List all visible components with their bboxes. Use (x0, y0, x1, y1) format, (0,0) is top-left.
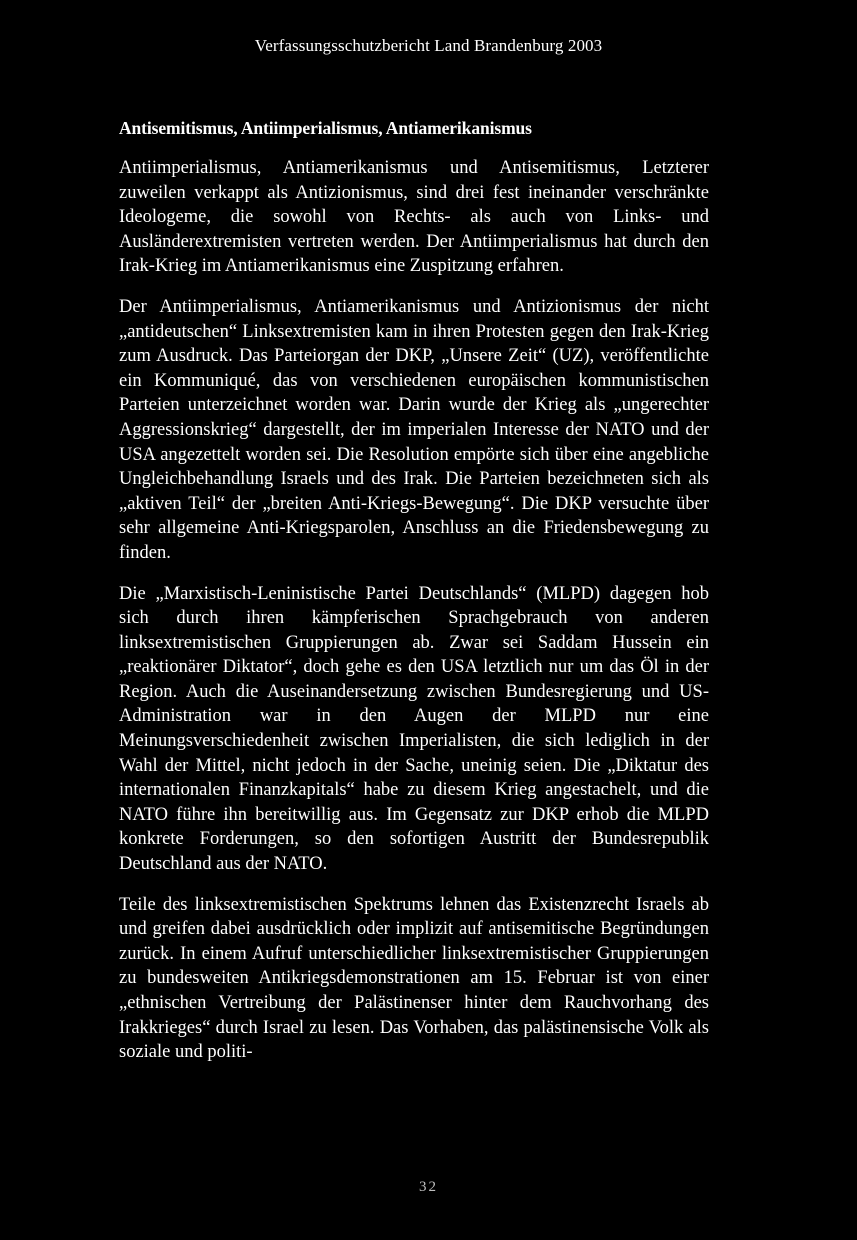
page-content (119, 118, 709, 1081)
paragraph-1: Antiimperialismus, Antiamerikanismus und Antisemitismus, Letzterer zuweilen verkappt als Antizionismus, sind drei fest ineinander verschränkte Ideologeme, die sowohl von Rechts- als auch von Links- und Ausländerextremisten vertreten werden. Der Antiimperialismus hat durch den Irak-Krieg im Antiamerikanismus eine Zuspitzung erfahren. (119, 158, 709, 277)
section-heading: Antisemitismus, Antiimperialismus, Antiamerikanismus (119, 118, 532, 138)
paragraph-2: Der Antiimperialismus, Antiamerikanismus und Antizionismus der nicht „antideutschen“ Linksextremisten kam in ihren Protesten gegen den Irak-Krieg zum Ausdruck. Das Parteiorgan der DKP, „Unsere Zeit“ (UZ), veröffentlichte ein Kommuniqué, das von verschiedenen europäischen kommunistischen Parteien unterzeichnet worden war. Darin wurde der Krieg als „ungerechter Aggressionskrieg“ dargestellt, der im imperialen Interesse der NATO und der USA angezettelt worden sei. Die Resolution empörte sich über eine angebliche Ungleichbehandlung Israels und des Irak. Die Parteien bezeichneten sich als „aktiven Teil“ der „breiten Anti-Kriegs-Bewegung“. Die DKP versuchte über sehr allgemeine Anti-Kriegsparolen, Anschluss an die Friedensbewegung zu finden. (119, 296, 709, 563)
paragraph-4: Teile des linksextremistischen Spektrums lehnen das Existenzrecht Israels ab und greifen dabei ausdrücklich oder implizit auf antisemitische Begründungen zurück. In einem Aufruf unterschiedlicher linksextremistischer Gruppierungen zu bundesweiten Antikriegsdemonstrationen am 15. Februar ist von einer „ethnischen Vertreibung der Palästinenser hinter dem Rauchvorhang des Irakkrieges“ durch Israel zu lesen. Das Vorhaben, das palästinensische Volk als soziale und politi- (119, 894, 709, 1063)
running-header: Verfassungsschutzbericht Land Brandenburg 2003 (254, 36, 603, 55)
paragraph-3: Die „Marxistisch-Leninistische Partei Deutschlands“ (MLPD) dagegen hob sich durch ihren kämpferischen Sprachgebrauch von anderen linksextremistischen Gruppierungen ab. Zwar sei Saddam Hussein ein „reaktionärer Diktator“, doch gehe es den USA letztlich nur um das Öl in der Region. Auch die Auseinandersetzung zwischen Bundesregierung und US-Administration war in den Augen der MLPD nur eine Meinungsverschiedenheit zwischen Imperialisten, die sich lediglich in der Wahl der Mittel, nicht jedoch in der Sache, uneinig seien. Die „Diktatur des internationalen Finanzkapitals“ habe zu diesem Krieg angestachelt, und die NATO führe ihn bereitwillig aus. Im Gegensatz zur DKP erhob die MLPD konkrete Forderungen, so den sofortigen Austritt der Bundesrepublik Deutschland aus der NATO. (119, 583, 709, 875)
page-number: 32 (419, 1179, 438, 1195)
